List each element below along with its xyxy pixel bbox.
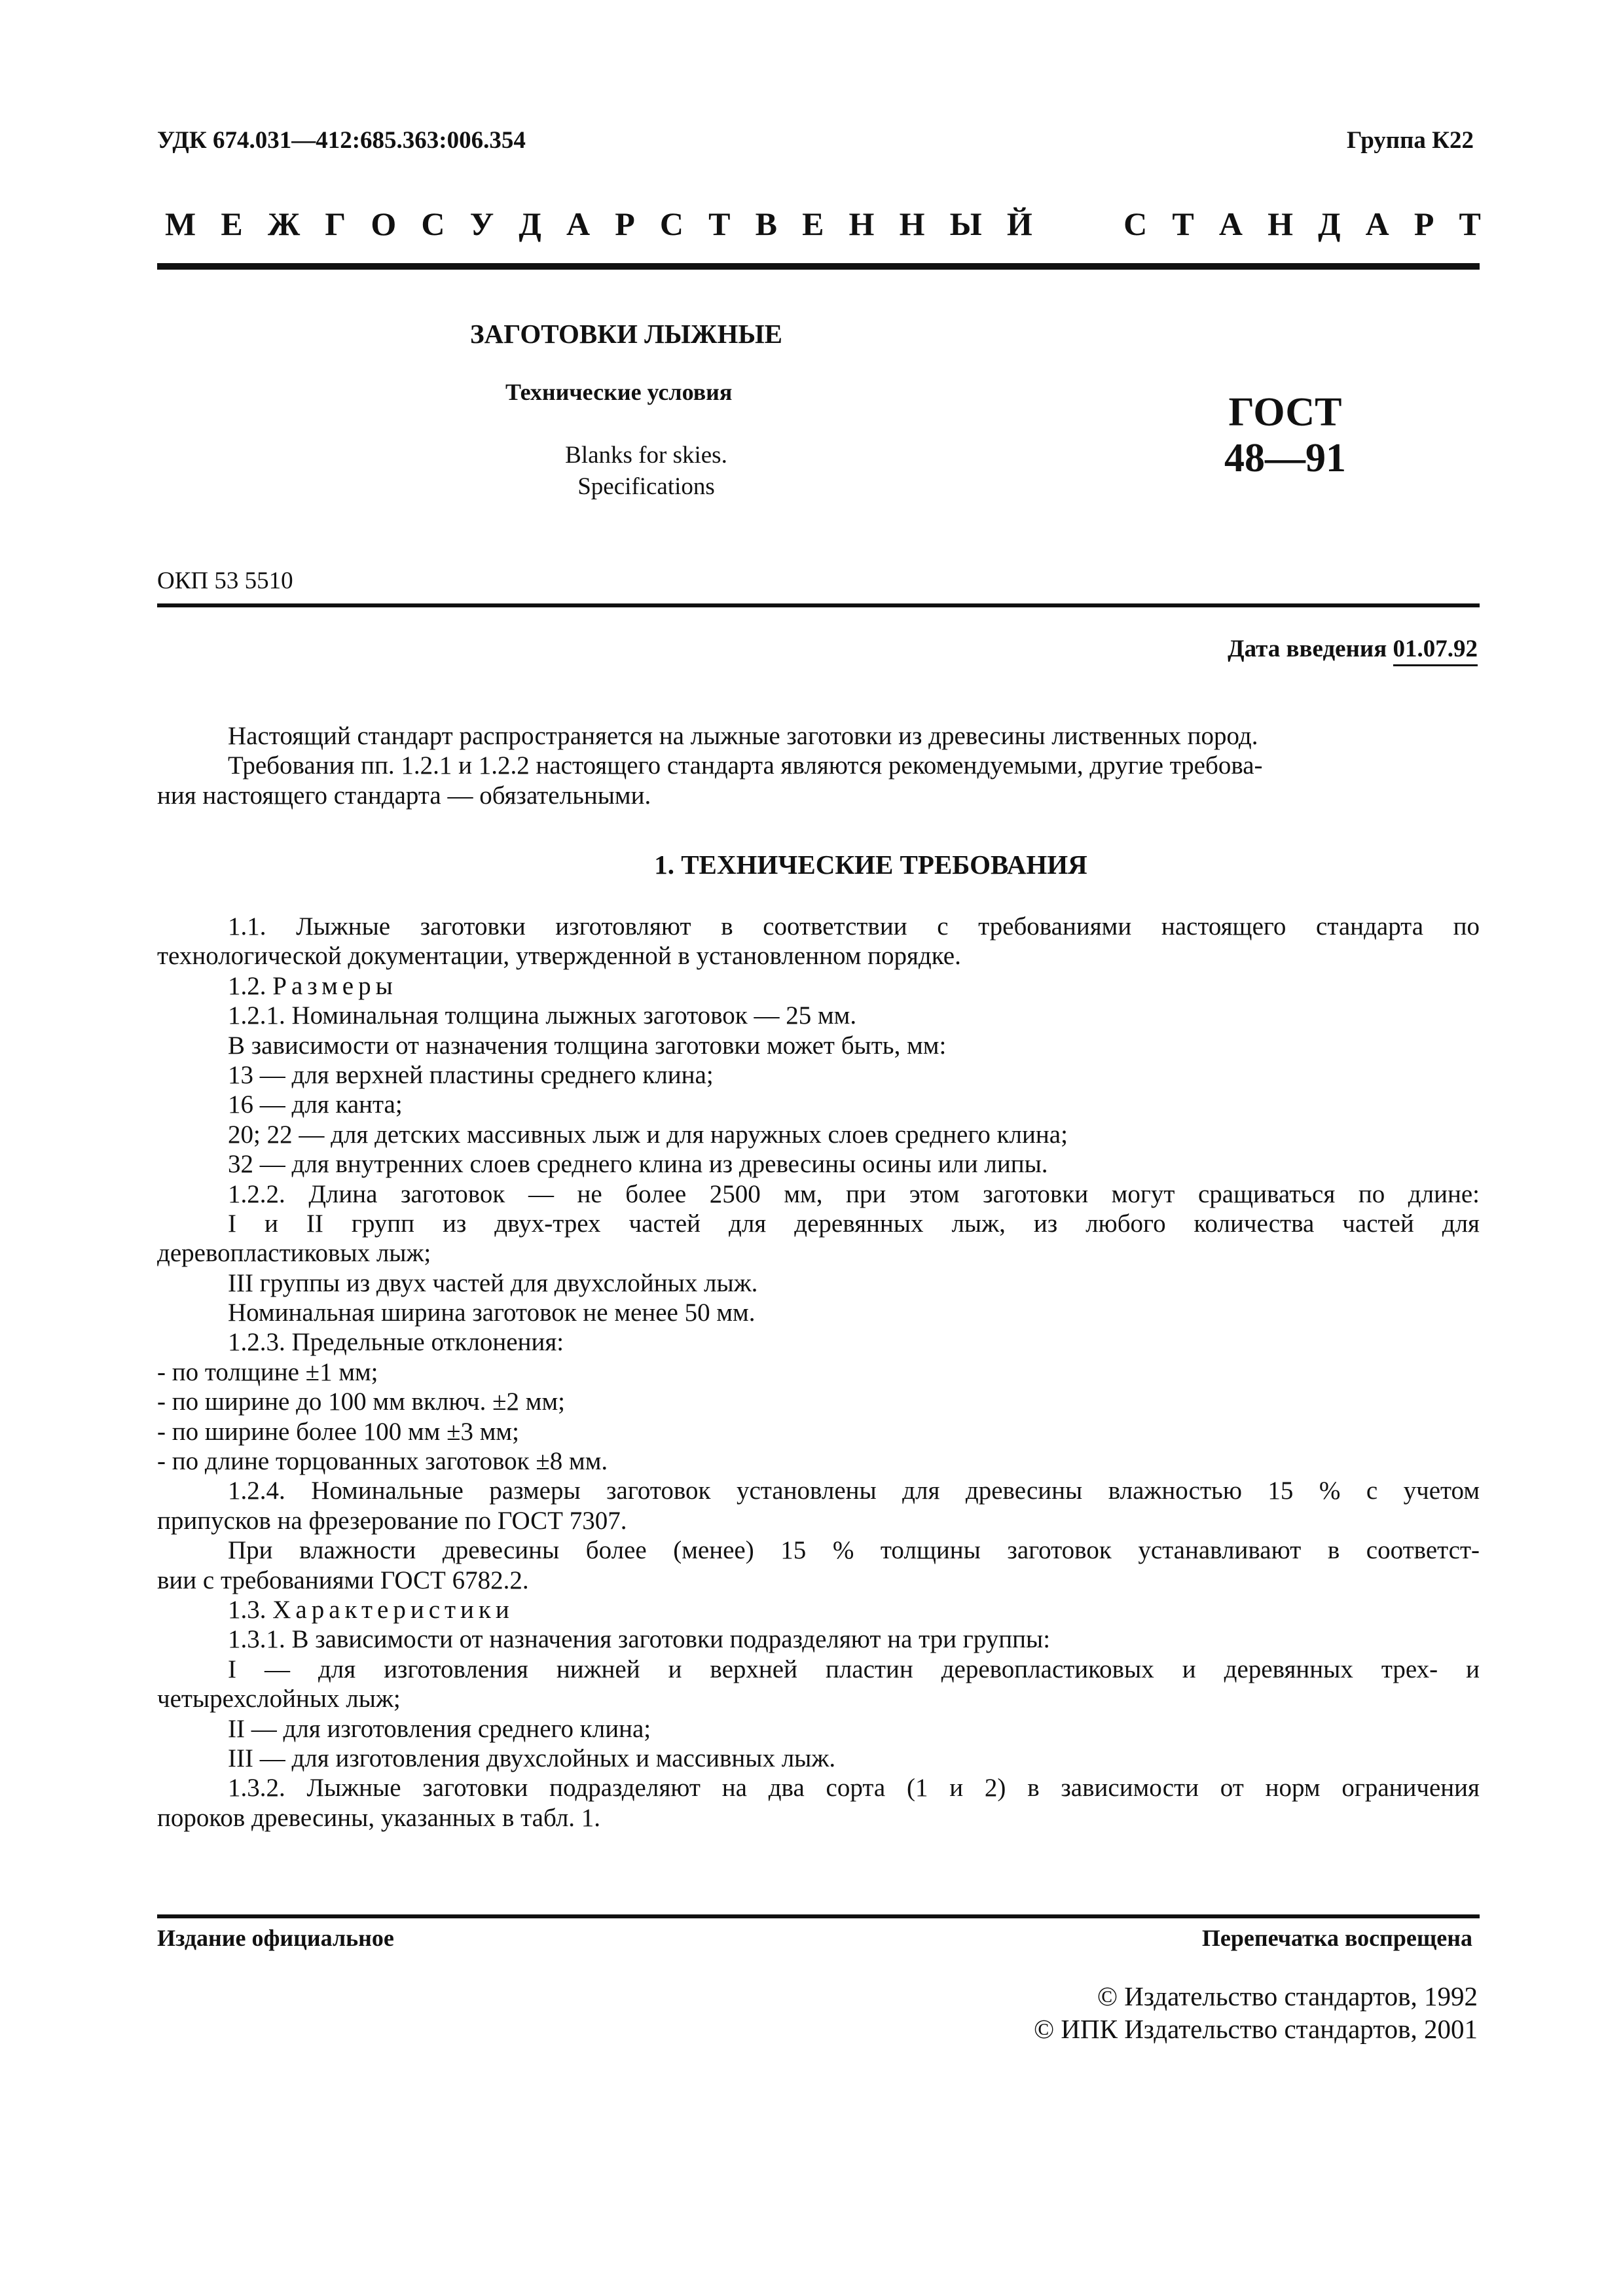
text-line: Номинальная ширина заготовок не менее 50 мм.: [228, 1299, 756, 1327]
banner-letter: В: [755, 206, 777, 242]
section-body: [157, 912, 1480, 1833]
text-line: 32 — для внутренних слоев среднего клина из древесины осины или липы.: [228, 1150, 1048, 1179]
text-line: I — для изготовления нижней и верхней пластин деревопластиковых и деревянных трех- и: [228, 1655, 1480, 1683]
text-line: 1.1. Лыжные заготовки изготовляют в соответствии с требованиями настоящего стандарта по: [228, 912, 1480, 941]
subsection-title: [157, 971, 1480, 1001]
intro-text: [157, 721, 1480, 810]
banner-letter: Т: [1459, 206, 1481, 242]
banner-letter: Ж: [267, 206, 301, 242]
reprint-prohibited-note: Перепечатка воспрещена: [1201, 1925, 1472, 1951]
banner-letter: Е: [802, 206, 824, 242]
banner-letter: А: [566, 206, 591, 242]
text-line: III — для изготовления двухслойных и массивных лыж.: [228, 1744, 836, 1772]
banner-letter: Г: [325, 206, 346, 242]
banner-letter: Д: [519, 206, 541, 242]
interstate-standard-banner: [165, 205, 1481, 243]
banner-letter: Д: [1318, 206, 1341, 242]
text-line: При влажности древесины более (менее) 15 % толщины заготовок устанавливают в соответст-: [228, 1536, 1480, 1565]
text-line: вии с требованиями ГОСТ 6782.2.: [157, 1566, 529, 1594]
text-line: 1.2.4. Номинальные размеры заготовок установлены для древесины влажностью 15 % с учетом: [228, 1477, 1480, 1505]
english-title-line2: Specifications: [577, 473, 715, 500]
subsection-name: Размеры: [272, 971, 397, 1000]
text-line: технологической документации, утвержденной в установленном порядке.: [157, 942, 961, 971]
banner-letter: А: [1218, 206, 1243, 242]
udk-code: УДК 674.031—412:685.363:006.354: [157, 127, 526, 154]
group-code: Группа К22: [1346, 127, 1474, 154]
list-item: - по длине торцованных заготовок ±8 мм.: [157, 1447, 608, 1476]
okp-rule: [157, 603, 1480, 607]
text-line: I и II групп из двух-трех частей для деревянных лыж, из любого количества частей для: [228, 1209, 1480, 1238]
banner-letter: У: [469, 206, 494, 242]
banner-letter: Ы: [949, 206, 982, 242]
text-line: ния настоящего стандарта — обязательными.: [157, 781, 651, 810]
text-line: Требования пп. 1.2.1 и 1.2.2 настоящего стандарта являются рекомендуемыми, другие требова-: [228, 751, 1263, 780]
list-item: - по ширине до 100 мм включ. ±2 мм;: [157, 1388, 565, 1416]
banner-letter: [1091, 205, 1099, 243]
banner-letter: М: [165, 206, 196, 242]
effective-date-value: 01.07.92: [1393, 636, 1478, 666]
banner-letter: Й: [1006, 206, 1032, 242]
text-line: припусков на фрезерование по ГОСТ 7307.: [157, 1506, 627, 1535]
banner-letter: Р: [1413, 206, 1434, 242]
english-title-line1: Blanks for skies.: [565, 442, 727, 469]
text-line: 20; 22 — для детских массивных лыж и для наружных слоев среднего клина;: [228, 1120, 1068, 1149]
subsection-number: 1.2.: [228, 971, 273, 1000]
banner-letter: С: [659, 206, 684, 242]
banner-letter: Е: [221, 206, 243, 242]
text-line: 13 — для верхней пластины среднего клина;: [228, 1060, 714, 1089]
list-item: - по толщине ±1 мм;: [157, 1357, 378, 1386]
copyright-line: © ИПК Издательство стандартов, 2001: [1033, 2014, 1478, 2044]
gost-code: 48—91: [1224, 436, 1346, 480]
text-line: пороков древесины, указанных в табл. 1.: [157, 1803, 601, 1832]
banner-letter: [1057, 205, 1066, 243]
text-line: деревопластиковых лыж;: [157, 1239, 431, 1268]
banner-letter: Н: [848, 206, 875, 242]
footer-rule: [157, 1914, 1480, 1918]
text-line: Настоящий стандарт распространяется на лыжные заготовки из древесины лиственных пород.: [228, 722, 1258, 750]
text-line: 1.2.2. Длина заготовок — не более 2500 мм, при этом заготовки могут сращиваться по длине:: [228, 1179, 1480, 1208]
copyright-block: [1034, 1980, 1478, 2045]
effective-date: [1228, 635, 1478, 663]
text-line: 1.3.1. В зависимости от назначения заготовки подразделяют на три группы:: [228, 1625, 1051, 1654]
banner-letter: А: [1365, 206, 1389, 242]
copyright-line: © Издательство стандартов, 1992: [1097, 1981, 1478, 2011]
text-line: III группы из двух частей для двухслойных лыж.: [228, 1268, 758, 1297]
official-edition-note: Издание официальное: [157, 1925, 394, 1951]
header-rule: [157, 263, 1480, 270]
subsection-number: 1.3.: [228, 1595, 273, 1624]
list-item: - по ширине более 100 мм ±3 мм;: [157, 1417, 519, 1446]
gost-number: [1224, 389, 1346, 481]
english-title: [551, 440, 741, 503]
okp-code: ОКП 53 5510: [157, 567, 293, 594]
effective-date-label: Дата введения: [1228, 636, 1393, 662]
banner-letter: Н: [1267, 206, 1293, 242]
text-line: В зависимости от назначения толщина заготовки может быть, мм:: [228, 1031, 947, 1060]
gost-label: ГОСТ: [1228, 390, 1342, 435]
banner-letter: Т: [708, 206, 731, 242]
text-line: 16 — для канта;: [228, 1090, 403, 1119]
banner-letter: С: [421, 206, 445, 242]
section-heading: 1. ТЕХНИЧЕСКИЕ ТРЕБОВАНИЯ: [654, 850, 1087, 880]
text-line: 1.2.3. Предельные отклонения:: [228, 1328, 564, 1357]
text-line: 1.3.2. Лыжные заготовки подразделяют на два сорта (1 и 2) в зависимости от норм ограничения: [228, 1774, 1480, 1803]
document-subtitle: Технические условия: [505, 379, 733, 405]
banner-letter: С: [1123, 206, 1148, 242]
subsection-title: [157, 1595, 1480, 1624]
subsection-name: Характеристики: [272, 1595, 514, 1624]
banner-letter: Р: [615, 206, 635, 242]
text-line: четырехслойных лыж;: [157, 1685, 401, 1713]
banner-letter: Н: [899, 206, 925, 242]
document-title: ЗАГОТОВКИ ЛЫЖНЫЕ: [470, 319, 782, 349]
text-line: II — для изготовления среднего клина;: [228, 1714, 651, 1743]
text-line: 1.2.1. Номинальная толщина лыжных заготовок — 25 мм.: [228, 1001, 857, 1030]
banner-letter: Т: [1172, 206, 1194, 242]
banner-letter: О: [371, 206, 397, 242]
